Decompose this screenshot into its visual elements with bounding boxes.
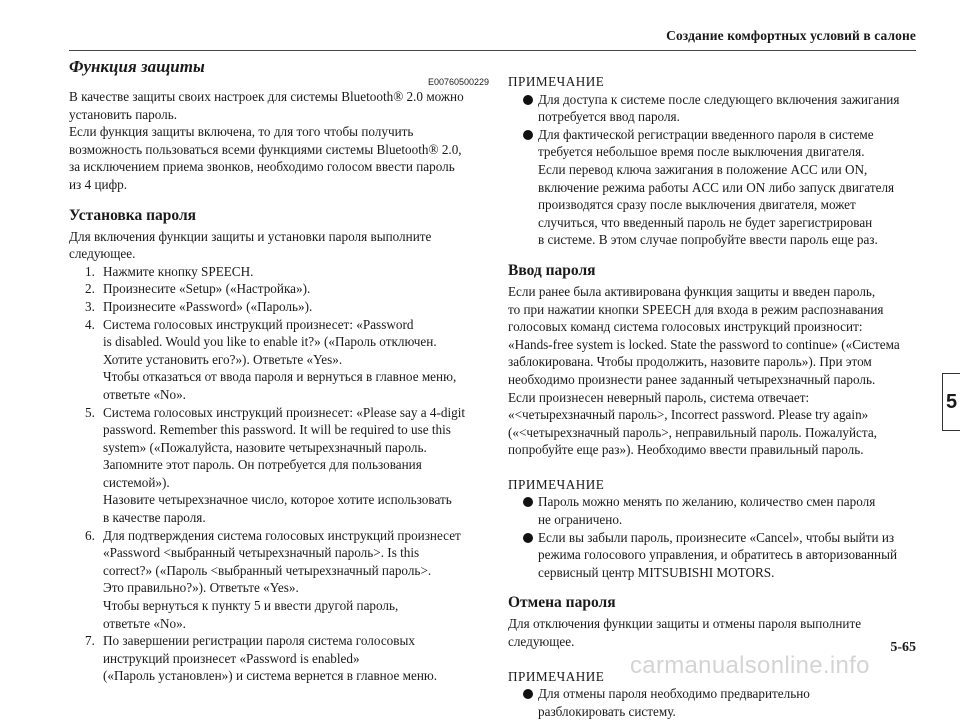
intro-line: установить пароль. [69, 106, 178, 122]
text-line: «<четырехзначный пароль>, Incorrect password. Please try again» [508, 407, 869, 423]
text-line: попробуйте еще раз»). Необходимо ввести правильный пароль. [508, 442, 864, 458]
step-line: system» («Пожалуйста, назовите четырехзначный пароль. [103, 439, 427, 455]
note-line: разблокировать систему. [538, 703, 676, 719]
text-line: «Hands-free system is locked. State the password to continue» («Система [508, 336, 900, 352]
note-line: производятся сразу после выключения двигателя, может [538, 197, 856, 213]
setup-steps [69, 263, 489, 685]
step-line: password. Remember this password. It will be required to use this [103, 422, 451, 438]
step-number: 1. [85, 263, 95, 279]
step-number: 5. [85, 404, 95, 420]
step-item [69, 404, 489, 527]
note-line: случиться, что введенный пароль не будет зарегистрирован [538, 214, 873, 230]
entry-text [508, 283, 918, 459]
step-item [69, 632, 489, 685]
step-item [69, 298, 489, 316]
text-line: голосовых команд система голосовых инструкций произносит: [508, 319, 863, 335]
text-line: Если произнесен неверный пароль, система отвечает: [508, 389, 810, 405]
text-line: Если ранее была активирована функция защиты и введен пароль, [508, 283, 876, 299]
step-line: Это правильно?»). Ответьте «Yes». [103, 580, 299, 596]
step-line: («Пароль установлен») и система вернется в главное меню. [103, 668, 438, 684]
step-line: Чтобы отказаться от ввода пароля и вернуться в главное меню, [103, 369, 457, 385]
note-item [508, 493, 918, 528]
note-item [508, 529, 918, 582]
bullet-icon [523, 689, 533, 699]
step-number: 4. [85, 316, 95, 332]
step-line: Произнесите «Password» («Пароль»). [103, 298, 313, 314]
intro-line: за исключением приема звонков, необходимо голосом ввести пароль [69, 159, 455, 175]
page-header: Создание комфортных условий в салоне [666, 28, 916, 43]
note-line: Для отмены пароля необходимо предварительно [538, 686, 810, 702]
step-line: ответьте «No». [103, 615, 186, 631]
step-line: Система голосовых инструкций произнесет: «Password [103, 316, 414, 332]
bullet-icon [523, 130, 533, 140]
step-line: Система голосовых инструкций произнесет: «Please say a 4-digit [103, 404, 466, 420]
setup-intro-line: Для включения функции защиты и установки пароля выполните [69, 228, 432, 244]
setup-intro-line: следующее. [69, 246, 136, 262]
step-number: 6. [85, 527, 95, 543]
step-line: Нажмите кнопку SPEECH. [103, 263, 254, 279]
step-line: Запомните этот пароль. Он потребуется для пользования [103, 457, 422, 473]
step-line: «Password <выбранный четырехзначный пароль>. Is this [103, 545, 420, 561]
text-line: следующее. [508, 634, 575, 650]
step-line: Хотите установить его?»). Ответьте «Yes». [103, 351, 343, 367]
note-item [508, 91, 918, 126]
note-item [508, 126, 918, 249]
bullet-icon [523, 95, 533, 105]
note-item [508, 685, 918, 720]
note-list [508, 91, 918, 249]
section-tab: 5 [942, 373, 960, 431]
note-list [508, 493, 918, 581]
entry-title: Ввод пароля [508, 261, 596, 279]
cancel-text [508, 615, 918, 650]
page-number: 5-65 [890, 640, 916, 655]
text-line: заблокирована. Чтобы продолжить, назовите пароль»). При этом [508, 354, 872, 370]
step-line: Назовите четырехзначное число, которое хотите использовать [103, 492, 452, 508]
step-line: инструкций произнесет «Password is enabled» [103, 650, 360, 666]
note-heading: ПРИМЕЧАНИЕ [508, 476, 605, 492]
note-line: сервисный центр MITSUBISHI MOTORS. [538, 564, 775, 580]
step-line: Чтобы вернуться к пункту 5 и ввести другой пароль, [103, 598, 399, 614]
step-item [69, 263, 489, 281]
note-heading: ПРИМЕЧАНИЕ [508, 74, 605, 89]
cancel-title: Отмена пароля [508, 594, 616, 612]
note-line: Если вы забыли пароль, произнесите «Cancel», чтобы выйти из [538, 529, 895, 545]
step-line: Произнесите «Setup» («Настройка»). [103, 281, 311, 297]
left-column [69, 56, 489, 685]
intro-line: В качестве защиты своих настроек для системы Bluetooth® 2.0 можно [69, 89, 464, 104]
step-line: is disabled. Would you like to enable it?» («Пароль отключен. [103, 334, 437, 350]
step-line: ответьте «No». [103, 386, 186, 402]
step-line: Для подтверждения система голосовых инструкций произнесет [103, 527, 461, 543]
text-line: то при нажатии кнопки SPEECH для входа в режим распознавания [508, 301, 884, 317]
step-item [69, 280, 489, 298]
intro-line: возможность пользоваться всеми функциями системы Bluetooth® 2.0, [69, 141, 462, 157]
setup-title: Установка пароля [69, 206, 197, 224]
step-line: системой»). [103, 474, 170, 490]
note-line: не ограничено. [538, 512, 623, 528]
intro-line: из 4 цифр. [69, 176, 128, 192]
bullet-icon [523, 497, 533, 507]
step-item [69, 527, 489, 633]
note-list [508, 685, 918, 720]
bullet-icon [523, 533, 533, 543]
step-line: correct?» («Пароль <выбранный четырехзначный пароль>. [103, 562, 432, 578]
note-heading: ПРИМЕЧАНИЕ [508, 668, 605, 684]
section-title: Функция защиты [69, 57, 205, 76]
step-number: 7. [85, 633, 95, 649]
step-item [69, 316, 489, 404]
right-column [508, 73, 918, 720]
step-number: 2. [85, 281, 95, 297]
step-line: в качестве пароля. [103, 510, 206, 526]
header-rule [69, 50, 916, 51]
step-number: 3. [85, 298, 95, 314]
watermark: carmanualsonline.info [630, 652, 870, 679]
intro-line: Если функция защиты включена, то для того чтобы получить [69, 124, 414, 140]
note-line: Если перевод ключа зажигания в положение ACC или ON, [538, 161, 868, 177]
note-line: режима голосового управления, и обратитесь в авторизованный [538, 547, 897, 563]
text-line: Для отключения функции защиты и отмены пароля выполните [508, 616, 862, 632]
note-line: в системе. В этом случае попробуйте ввести пароль еще раз. [538, 232, 878, 248]
text-line: («<четырехзначный пароль>, неправильный пароль. Пожалуйста, [508, 424, 877, 440]
intro-text [69, 88, 489, 194]
note-line: Пароль можно менять по желанию, количество смен пароля [538, 494, 876, 510]
note-line: требуется небольшое время после выключения двигателя. [538, 144, 865, 160]
note-line: Для доступа к системе после следующего включения зажигания [538, 91, 900, 107]
section-code: E00760500229 [427, 77, 489, 87]
note-line: Для фактической регистрации введенного пароля в системе [538, 126, 874, 142]
note-line: включение режима работы ACC или ON либо запуск двигателя [538, 179, 895, 195]
note-line: потребуется ввод пароля. [538, 109, 680, 125]
step-line: По завершении регистрации пароля система голосовых [103, 633, 415, 649]
text-line: необходимо произнести ранее заданный четырехзначный пароль. [508, 371, 876, 387]
